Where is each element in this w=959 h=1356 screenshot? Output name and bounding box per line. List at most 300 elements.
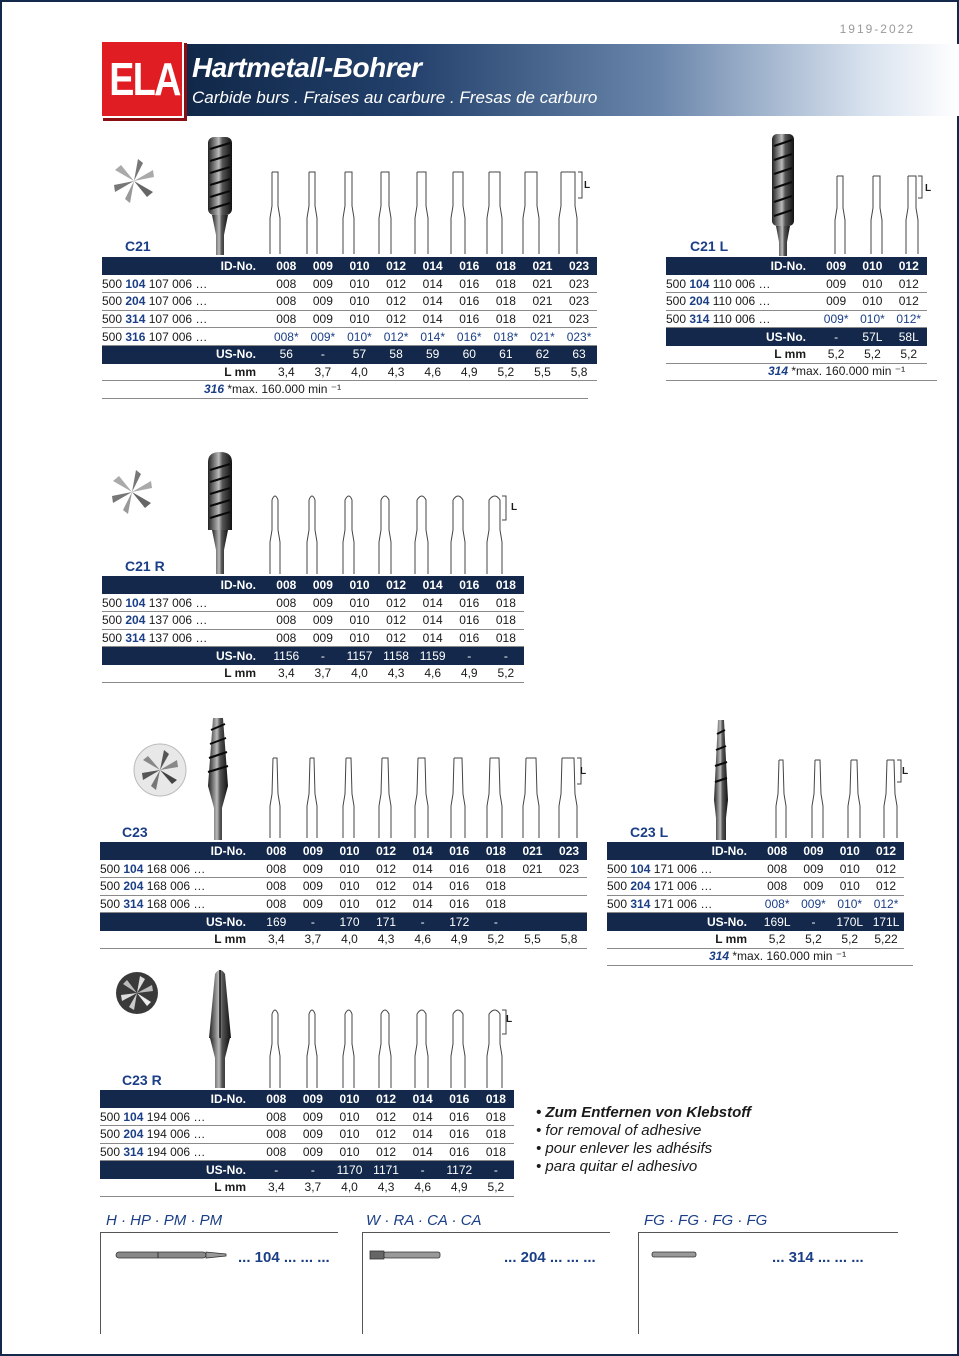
cell: - <box>305 647 342 665</box>
table-row <box>666 292 927 310</box>
header-banner <box>170 44 959 116</box>
cell: 009 <box>295 1143 332 1161</box>
note-es: • para quitar el adhesivo <box>536 1158 698 1175</box>
cell: 012 <box>891 292 927 310</box>
cell: 010 <box>341 310 378 328</box>
c23r-size-outlines <box>258 1004 518 1090</box>
cell: 3,4 <box>258 1178 295 1196</box>
cell: 009 <box>295 1108 332 1126</box>
cell: 61 <box>488 345 525 363</box>
cell: 021 <box>514 860 551 878</box>
cell: 009 <box>295 1090 332 1108</box>
row-label: ID-No. <box>607 842 759 860</box>
cell: 4,3 <box>378 363 415 381</box>
c23-l-marker: L <box>580 766 587 777</box>
cell: 010 <box>331 860 368 878</box>
cell: 58 <box>378 345 415 363</box>
row-label: US-No. <box>102 345 268 363</box>
shank-title-204: W · RA · CA · CA <box>366 1212 482 1229</box>
cell: 016 <box>441 1125 478 1143</box>
cell: 4,9 <box>451 363 488 381</box>
cell: 014 <box>404 1090 441 1108</box>
cell: 021 <box>524 310 561 328</box>
c23l-size-outlines <box>768 756 908 840</box>
cell: 008 <box>268 594 305 612</box>
cell: 009 <box>305 629 342 647</box>
cell: 009 <box>795 842 831 860</box>
cell: 021 <box>524 275 561 293</box>
cell: 010 <box>331 877 368 895</box>
cell: 018 <box>478 1125 515 1143</box>
table-row <box>100 1125 514 1143</box>
cell: 018 <box>488 611 525 629</box>
cell: 010 <box>331 895 368 913</box>
cell: - <box>404 913 441 931</box>
c21-l-marker: L <box>584 180 591 191</box>
cell: 012 <box>368 860 405 878</box>
cell: 012 <box>868 860 904 878</box>
cell: 018 <box>478 1143 515 1161</box>
cell: 014 <box>404 1108 441 1126</box>
cell: 009 <box>305 292 342 310</box>
cell: 010 <box>854 257 890 275</box>
cell: 014 <box>404 1125 441 1143</box>
cell: - <box>795 913 831 931</box>
cell: 1172 <box>441 1161 478 1179</box>
table-row <box>100 877 587 895</box>
note-de: • Zum Entfernen von Klebstoff <box>536 1104 751 1121</box>
adhesive-note <box>536 1104 751 1176</box>
cell: - <box>305 345 342 363</box>
cell: 5,2 <box>478 1178 515 1196</box>
cell: 012 <box>368 877 405 895</box>
cell: 59 <box>414 345 451 363</box>
cell: 1170 <box>331 1161 368 1179</box>
cell: 012 <box>378 594 415 612</box>
c21r-bur-photo <box>200 450 240 574</box>
cell: 016 <box>441 1108 478 1126</box>
cell: 009* <box>795 895 831 913</box>
cell: 010 <box>854 292 890 310</box>
cell: 010 <box>331 1108 368 1126</box>
cell: 4,6 <box>404 930 441 948</box>
cell: 009* <box>305 328 342 346</box>
cell: 012 <box>378 576 415 594</box>
ref-number: 500 314 194 006 … <box>100 1143 258 1161</box>
cell <box>514 913 551 931</box>
shank-code-314: ... 314 ... ... ... <box>772 1249 864 1266</box>
cell: 023 <box>561 310 598 328</box>
cell: - <box>488 647 525 665</box>
cell: 018 <box>488 275 525 293</box>
cell: 012 <box>378 611 415 629</box>
cell: 5,2 <box>795 930 831 948</box>
cell: 1156 <box>268 647 305 665</box>
c23r-table <box>100 1090 514 1197</box>
us-no-row <box>607 913 904 931</box>
cell: 014 <box>404 1143 441 1161</box>
cell: 4,9 <box>441 1178 478 1196</box>
cell: 009 <box>795 860 831 878</box>
cell: 012 <box>368 1125 405 1143</box>
cell: 018 <box>478 860 515 878</box>
row-label: US-No. <box>100 913 258 931</box>
cell: 014 <box>414 292 451 310</box>
l-mm-row <box>607 930 904 948</box>
cell: 5,2 <box>759 930 795 948</box>
cell: 018 <box>478 1090 515 1108</box>
table-row <box>607 860 904 878</box>
logo-text: ELA <box>109 53 180 105</box>
table-row <box>607 895 904 913</box>
cell: 62 <box>524 345 561 363</box>
note-en: • for removal of adhesive <box>536 1122 702 1139</box>
header-row <box>666 257 927 275</box>
cell: 008* <box>268 328 305 346</box>
ref-number: 500 104 171 006 … <box>607 860 759 878</box>
cell: 021* <box>524 328 561 346</box>
table-row <box>102 292 597 310</box>
c21l-footnote: 314 *max. 160.000 min ⁻¹ <box>666 363 937 381</box>
cell: 010 <box>832 877 868 895</box>
cell: 5,5 <box>514 930 551 948</box>
row-label: L mm <box>666 345 818 363</box>
ref-number: 500 314 168 006 … <box>100 895 258 913</box>
cell: 016 <box>451 594 488 612</box>
cell: 021 <box>524 292 561 310</box>
cell: 4,6 <box>414 664 451 682</box>
cell: 010 <box>341 576 378 594</box>
cell <box>551 877 588 895</box>
cell: 023 <box>561 275 598 293</box>
cell: 4,9 <box>451 664 488 682</box>
cell <box>514 877 551 895</box>
cell: 4,3 <box>378 664 415 682</box>
cell: 014 <box>414 594 451 612</box>
cell: - <box>451 647 488 665</box>
cell: 008 <box>268 611 305 629</box>
cell: 012 <box>378 629 415 647</box>
cell: 014 <box>414 257 451 275</box>
cell: 023* <box>561 328 598 346</box>
cell: 169 <box>258 913 295 931</box>
ref-number: 500 104 168 006 … <box>100 860 258 878</box>
cell: 023 <box>561 257 598 275</box>
cell: 016 <box>451 257 488 275</box>
l-mm-row <box>100 1178 514 1196</box>
c21-title: C21 <box>125 238 151 254</box>
cell: 010 <box>341 629 378 647</box>
note-fr: • pour enlever les adhésifs <box>536 1140 713 1157</box>
cell: 016 <box>451 292 488 310</box>
ref-number: 500 204 110 006 … <box>666 292 818 310</box>
header-row <box>100 1090 514 1108</box>
c23l-table <box>607 842 904 949</box>
cell: 014 <box>414 611 451 629</box>
cell: 008 <box>759 860 795 878</box>
cell: 008 <box>268 310 305 328</box>
c23-size-outlines <box>258 754 588 840</box>
ref-number: 500 204 107 006 … <box>102 292 268 310</box>
cell: 012 <box>368 842 405 860</box>
cell: 018 <box>488 629 525 647</box>
cell: 008 <box>759 877 795 895</box>
row-label: US-No. <box>607 913 759 931</box>
cell <box>551 895 588 913</box>
cell: 5,8 <box>561 363 598 381</box>
c21l-size-outlines <box>828 172 928 256</box>
cell: 3,4 <box>268 664 305 682</box>
cell: 012 <box>368 1143 405 1161</box>
row-label: US-No. <box>102 647 268 665</box>
table-row <box>102 275 597 293</box>
ref-number: 500 314 107 006 … <box>102 310 268 328</box>
c23-bur-photo <box>196 716 240 840</box>
c21l-l-marker: L <box>925 183 932 194</box>
cell: 009 <box>295 877 332 895</box>
ref-number: 500 204 137 006 … <box>102 611 268 629</box>
cell: 012 <box>378 292 415 310</box>
ra-shank-icon <box>368 1248 444 1262</box>
cell: 023 <box>561 292 598 310</box>
l-mm-row <box>102 363 597 381</box>
row-label: ID-No. <box>100 842 258 860</box>
c21r-table <box>102 576 524 683</box>
ref-number: 500 314 110 006 … <box>666 310 818 328</box>
cell: 5,8 <box>551 930 588 948</box>
cell: 008 <box>268 292 305 310</box>
cell: 014 <box>404 860 441 878</box>
cell: 009* <box>818 310 854 328</box>
cell: 008 <box>258 1090 295 1108</box>
cell: 016 <box>441 1143 478 1161</box>
cell: 012 <box>378 275 415 293</box>
cell: 012 <box>891 275 927 293</box>
cell <box>551 913 588 931</box>
row-label: L mm <box>102 363 268 381</box>
cell: 009 <box>818 257 854 275</box>
cell: 008 <box>258 1125 295 1143</box>
cell: 012 <box>368 895 405 913</box>
l-mm-row <box>100 930 587 948</box>
table-row <box>102 629 524 647</box>
c21l-table <box>666 257 927 364</box>
ref-number: 500 104 137 006 … <box>102 594 268 612</box>
cell: 009 <box>305 611 342 629</box>
cell: - <box>295 913 332 931</box>
cell: 010* <box>854 310 890 328</box>
row-label: ID-No. <box>102 576 268 594</box>
cell: 1171 <box>368 1161 405 1179</box>
c23r-bur-photo <box>200 966 240 1088</box>
cell: 010 <box>331 1090 368 1108</box>
cell: 3,7 <box>305 363 342 381</box>
cell: 009 <box>295 1125 332 1143</box>
cell: 008 <box>268 629 305 647</box>
cell: - <box>478 913 515 931</box>
cell: 009 <box>305 257 342 275</box>
cell: 014 <box>414 629 451 647</box>
cell: 171 <box>368 913 405 931</box>
row-label: L mm <box>607 930 759 948</box>
cell: 5,2 <box>818 345 854 363</box>
c23-table <box>100 842 587 949</box>
cell: 012* <box>891 310 927 328</box>
c21-table <box>102 257 597 381</box>
cell: 4,3 <box>368 930 405 948</box>
cell: 018 <box>488 292 525 310</box>
cell: 010 <box>341 594 378 612</box>
c21r-l-marker: L <box>511 502 518 513</box>
cell: 170L <box>832 913 868 931</box>
cell: 014 <box>414 275 451 293</box>
c23r-title: C23 R <box>122 1072 162 1088</box>
cell: 5,2 <box>891 345 927 363</box>
ref-number: 500 314 171 006 … <box>607 895 759 913</box>
cell: 172 <box>441 913 478 931</box>
cell: 5,2 <box>488 363 525 381</box>
cell: 012 <box>368 1090 405 1108</box>
c21l-bur-photo <box>766 132 800 256</box>
cell: 008 <box>268 275 305 293</box>
cell: 58L <box>891 328 927 346</box>
cell: 023 <box>551 842 588 860</box>
cell: 012 <box>891 257 927 275</box>
table-row <box>102 594 524 612</box>
header-row <box>102 576 524 594</box>
header-row <box>607 842 904 860</box>
row-label: L mm <box>100 930 258 948</box>
row-label: ID-No. <box>102 257 268 275</box>
cell: 010* <box>832 895 868 913</box>
cell: 014* <box>414 328 451 346</box>
us-no-row <box>100 913 587 931</box>
cell: 4,0 <box>341 363 378 381</box>
ref-number: 500 104 194 006 … <box>100 1108 258 1126</box>
cell: 010 <box>832 860 868 878</box>
cell: 018 <box>478 842 515 860</box>
cell: 4,6 <box>404 1178 441 1196</box>
cell: 5,2 <box>854 345 890 363</box>
cell: 016* <box>451 328 488 346</box>
cell: 5,22 <box>868 930 904 948</box>
cell: 4,0 <box>341 664 378 682</box>
cell: 008 <box>258 842 295 860</box>
header-row <box>102 257 597 275</box>
shank-code-104: ... 104 ... ... ... <box>238 1249 330 1266</box>
c23l-l-marker: L <box>902 766 909 777</box>
cell: 57L <box>854 328 890 346</box>
cell: 009 <box>818 275 854 293</box>
cell: 008 <box>258 860 295 878</box>
cell: 010 <box>331 842 368 860</box>
cell: 016 <box>441 895 478 913</box>
cell: 008 <box>759 842 795 860</box>
cell: 012* <box>378 328 415 346</box>
cell: 008 <box>258 1108 295 1126</box>
page-title: Hartmetall-Bohrer <box>192 52 422 83</box>
cell: 009 <box>305 310 342 328</box>
cell: 1158 <box>378 647 415 665</box>
cell: 169L <box>759 913 795 931</box>
cell: 021 <box>524 257 561 275</box>
cell: 012 <box>378 310 415 328</box>
c23-cross-section-icon <box>132 742 188 798</box>
cell: 012 <box>368 1108 405 1126</box>
table-row <box>100 860 587 878</box>
cell: 5,5 <box>524 363 561 381</box>
cell: 014 <box>404 895 441 913</box>
row-label: ID-No. <box>100 1090 258 1108</box>
header-row <box>100 842 587 860</box>
cell: 018 <box>488 310 525 328</box>
ref-number: 500 316 107 006 … <box>102 328 268 346</box>
c21r-title: C21 R <box>125 558 165 574</box>
c21r-cross-section-icon <box>106 466 158 518</box>
cell: 3,4 <box>258 930 295 948</box>
cell: 5,2 <box>488 664 525 682</box>
c21l-title: C21 L <box>690 238 729 254</box>
cell: 016 <box>441 877 478 895</box>
row-label: ID-No. <box>666 257 818 275</box>
cell: 010 <box>854 275 890 293</box>
c21-bur-photo <box>200 135 240 255</box>
cell: 010* <box>341 328 378 346</box>
table-row <box>666 310 927 328</box>
cell: 010 <box>832 842 868 860</box>
cell: 016 <box>451 275 488 293</box>
shank-code-204: ... 204 ... ... ... <box>504 1249 596 1266</box>
cell <box>514 895 551 913</box>
cell: 018 <box>488 576 525 594</box>
cell: 014 <box>414 576 451 594</box>
cell: 010 <box>341 257 378 275</box>
fg-shank-icon <box>650 1248 700 1262</box>
cell: 016 <box>451 576 488 594</box>
cell: - <box>258 1161 295 1179</box>
cell: 3,7 <box>295 930 332 948</box>
cell: 009 <box>818 292 854 310</box>
cell: 012 <box>868 877 904 895</box>
cell: 008 <box>258 895 295 913</box>
table-row <box>102 611 524 629</box>
cell: 009 <box>295 842 332 860</box>
cell: 018* <box>488 328 525 346</box>
row-label: US-No. <box>100 1161 258 1179</box>
cell: 018 <box>488 594 525 612</box>
cell: 1157 <box>341 647 378 665</box>
cell: 016 <box>441 842 478 860</box>
cell: 009 <box>305 594 342 612</box>
cell: 009 <box>305 576 342 594</box>
cell: 012 <box>868 842 904 860</box>
cell: 008* <box>759 895 795 913</box>
cell: 009 <box>305 275 342 293</box>
cell: 63 <box>561 345 598 363</box>
table-row <box>102 310 597 328</box>
year-range: 1919-2022 <box>839 22 915 36</box>
cell: 016 <box>441 1090 478 1108</box>
c23l-bur-photo <box>706 718 736 840</box>
ref-number: 500 104 110 006 … <box>666 275 818 293</box>
cell: 008 <box>258 877 295 895</box>
row-label: L mm <box>102 664 268 682</box>
table-row <box>100 1143 514 1161</box>
c21-size-outlines <box>258 168 591 258</box>
cell: 010 <box>341 292 378 310</box>
cell: 018 <box>478 877 515 895</box>
us-no-row <box>102 647 524 665</box>
